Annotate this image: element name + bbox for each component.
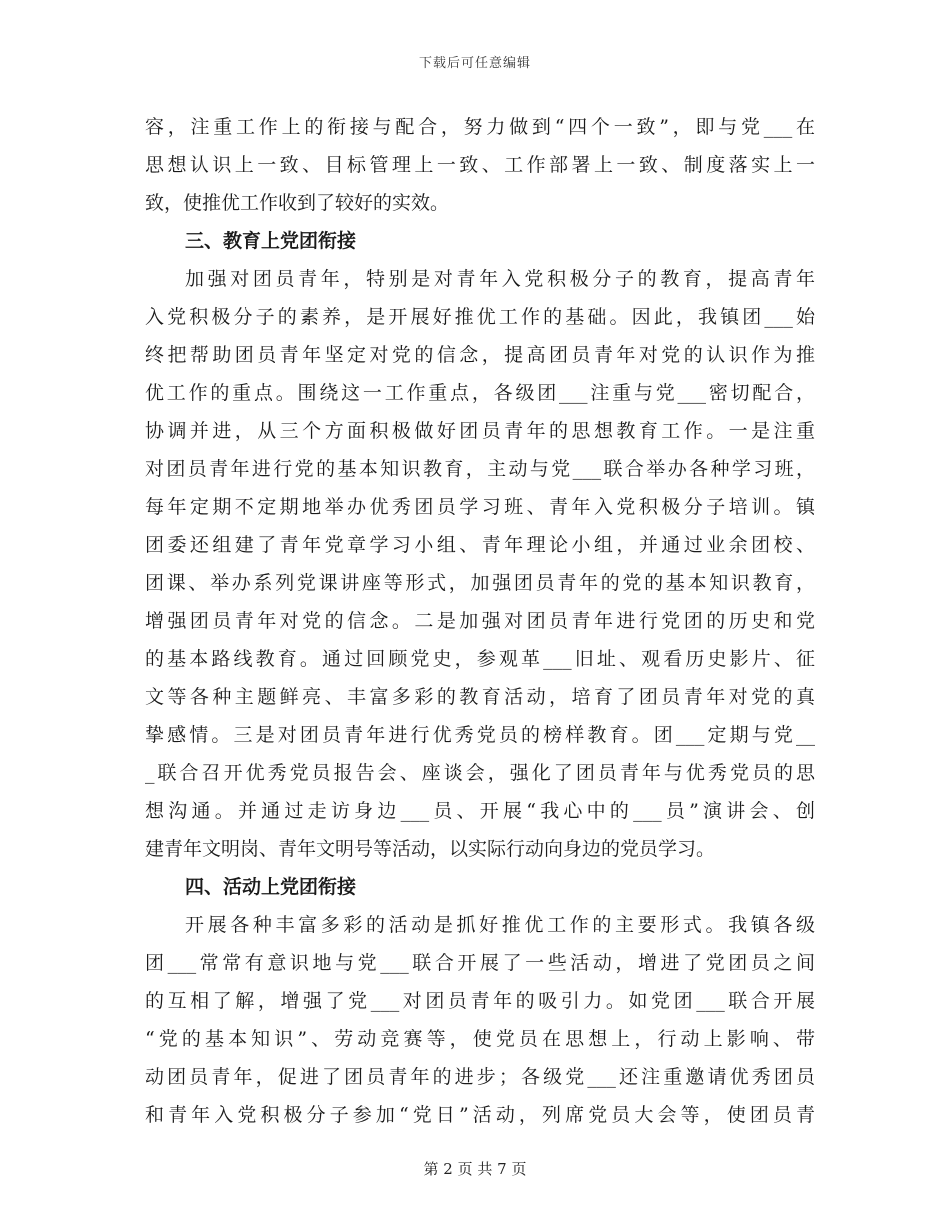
paragraph-line: 开展各种丰富多彩的活动是抓好推优工作的主要形式。我镇各级 [185, 914, 815, 936]
section-heading: 四、活动上党团衔接 [185, 876, 357, 898]
paragraph-line: 协调并进，从三个方面积极做好团员青年的思想教育工作。一是注重 [145, 420, 815, 442]
paragraph-line: 每年定期不定期地举办优秀团员学习班、青年入党积极分子培训。镇 [145, 496, 815, 518]
paragraph-line: 终把帮助团员青年坚定对党的信念，提高团员青年对党的认识作为推 [145, 344, 815, 366]
paragraph-line: 入党积极分子的素养，是开展好推优工作的基础。因此，我镇团___始 [145, 306, 815, 328]
page-header: 下载后可任意编辑 [418, 56, 531, 71]
paragraph-line: 思想认识上一致、目标管理上一致、工作部署上一致、制度落实上一 [145, 154, 815, 176]
paragraph-line: 优工作的重点。围绕这一工作重点，各级团___注重与党___密切配合， [145, 382, 815, 404]
paragraph-line: 建青年文明岗、青年文明号等活动，以实际行动向身边的党员学习。 [145, 838, 716, 860]
paragraph-line: 动团员青年，促进了团员青年的进步；各级党___还注重邀请优秀团员 [145, 1066, 815, 1088]
paragraph-line: 加强对团员青年，特别是对青年入党积极分子的教育，提高青年 [185, 268, 815, 290]
paragraph-line: 文等各种主题鲜亮、丰富多彩的教育活动，培育了团员青年对党的真 [145, 686, 815, 708]
paragraph-line: 团委还组建了青年党章学习小组、青年理论小组，并通过业余团校、 [145, 534, 815, 556]
paragraph-line: 挚感情。三是对团员青年进行优秀党员的榜样教育。团___定期与党__ [145, 724, 815, 746]
paragraph-line: 对团员青年进行党的基本知识教育，主动与党___联合举办各种学习班， [145, 458, 815, 480]
paragraph-line: 的互相了解，增强了党___对团员青年的吸引力。如党团___联合开展 [145, 990, 815, 1012]
paragraph-line: 容，注重工作上的衔接与配合，努力做到“四个一致”，即与党___在 [145, 116, 815, 138]
paragraph-line: 团课、举办系列党课讲座等形式，加强团员青年的党的基本知识教育， [145, 572, 815, 594]
page-footer: 第 2 页 共 7 页 [423, 1160, 527, 1178]
paragraph-line: _联合召开优秀党员报告会、座谈会，强化了团员青年与优秀党员的思 [145, 762, 815, 784]
paragraph-line: 和青年入党积极分子参加“党日”活动，列席党员大会等，使团员青 [145, 1104, 815, 1126]
paragraph-line: 的基本路线教育。通过回顾党史，参观革___旧址、观看历史影片、征 [145, 648, 815, 670]
paragraph-line: 团___常常有意识地与党___联合开展了一些活动，增进了党团员之间 [145, 952, 815, 974]
paragraph-line: “党的基本知识”、劳动竞赛等，使党员在思想上，行动上影响、带 [145, 1028, 815, 1050]
paragraph-line: 致，使推优工作收到了较好的实效。 [145, 192, 450, 214]
document-body [145, 108, 815, 1134]
section-heading: 三、教育上党团衔接 [185, 230, 357, 252]
paragraph-line: 想沟通。并通过走访身边___员、开展“我心中的___员”演讲会、创 [145, 800, 815, 822]
paragraph-line: 增强团员青年对党的信念。二是加强对团员青年进行党团的历史和党 [145, 610, 815, 632]
